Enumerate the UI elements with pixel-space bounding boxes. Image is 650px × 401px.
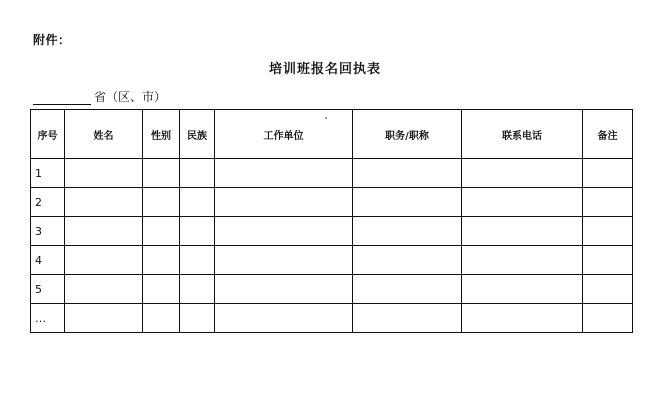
remarks-cell[interactable] xyxy=(583,217,633,246)
row-index: 2 xyxy=(31,188,65,217)
form-title: 培训班报名回执表 xyxy=(268,62,381,77)
table-row xyxy=(31,275,633,304)
position-cell[interactable] xyxy=(353,159,462,188)
header-remarks: 备注 xyxy=(583,110,633,159)
header-ethnicity: 民族 xyxy=(180,110,215,159)
remarks-cell[interactable] xyxy=(583,304,633,333)
table-row xyxy=(31,188,633,217)
position-cell[interactable] xyxy=(353,188,462,217)
header-workplace: 工作单位 xyxy=(215,110,353,159)
position-cell[interactable] xyxy=(353,217,462,246)
header-phone: 联系电话 xyxy=(462,110,583,159)
gender-cell[interactable] xyxy=(143,304,180,333)
table-header-row xyxy=(31,110,633,159)
remarks-cell[interactable] xyxy=(583,275,633,304)
remarks-cell[interactable] xyxy=(583,159,633,188)
remarks-cell[interactable] xyxy=(583,188,633,217)
header-position: 职务/职称 xyxy=(353,110,462,159)
position-cell[interactable] xyxy=(353,246,462,275)
attachment-label: 附件： xyxy=(33,33,71,47)
ethnicity-cell[interactable] xyxy=(180,188,215,217)
workplace-cell[interactable] xyxy=(215,304,353,333)
header-name: 姓名 xyxy=(65,110,143,159)
row-index: 1 xyxy=(31,159,65,188)
ethnicity-cell[interactable] xyxy=(180,159,215,188)
name-cell[interactable] xyxy=(65,275,143,304)
gender-cell[interactable] xyxy=(143,159,180,188)
position-cell[interactable] xyxy=(353,275,462,304)
ethnicity-cell[interactable] xyxy=(180,304,215,333)
table-row xyxy=(31,304,633,333)
phone-cell[interactable] xyxy=(462,188,583,217)
row-index: … xyxy=(31,304,65,333)
phone-cell[interactable] xyxy=(462,159,583,188)
province-line xyxy=(33,88,166,105)
header-gender: 性别 xyxy=(143,110,180,159)
province-blank-field[interactable] xyxy=(33,92,91,105)
workplace-cell[interactable] xyxy=(215,188,353,217)
gender-cell[interactable] xyxy=(143,246,180,275)
province-suffix: 省（区、市） xyxy=(94,90,167,104)
gender-cell[interactable] xyxy=(143,188,180,217)
ethnicity-cell[interactable] xyxy=(180,217,215,246)
workplace-cell[interactable] xyxy=(215,246,353,275)
gender-cell[interactable] xyxy=(143,275,180,304)
phone-cell[interactable] xyxy=(462,275,583,304)
name-cell[interactable] xyxy=(65,188,143,217)
table-row xyxy=(31,246,633,275)
workplace-cell[interactable] xyxy=(215,275,353,304)
workplace-cell[interactable] xyxy=(215,159,353,188)
phone-cell[interactable] xyxy=(462,304,583,333)
position-cell[interactable] xyxy=(353,304,462,333)
row-index: 3 xyxy=(31,217,65,246)
row-index: 4 xyxy=(31,246,65,275)
row-index: 5 xyxy=(31,275,65,304)
table-row xyxy=(31,159,633,188)
name-cell[interactable] xyxy=(65,217,143,246)
phone-cell[interactable] xyxy=(462,246,583,275)
table-row xyxy=(31,217,633,246)
name-cell[interactable] xyxy=(65,304,143,333)
remarks-cell[interactable] xyxy=(583,246,633,275)
name-cell[interactable] xyxy=(65,159,143,188)
ethnicity-cell[interactable] xyxy=(180,275,215,304)
gender-cell[interactable] xyxy=(143,217,180,246)
workplace-cell[interactable] xyxy=(215,217,353,246)
phone-cell[interactable] xyxy=(462,217,583,246)
ethnicity-cell[interactable] xyxy=(180,246,215,275)
registration-table xyxy=(30,109,633,333)
name-cell[interactable] xyxy=(65,246,143,275)
header-index: 序号 xyxy=(31,110,65,159)
